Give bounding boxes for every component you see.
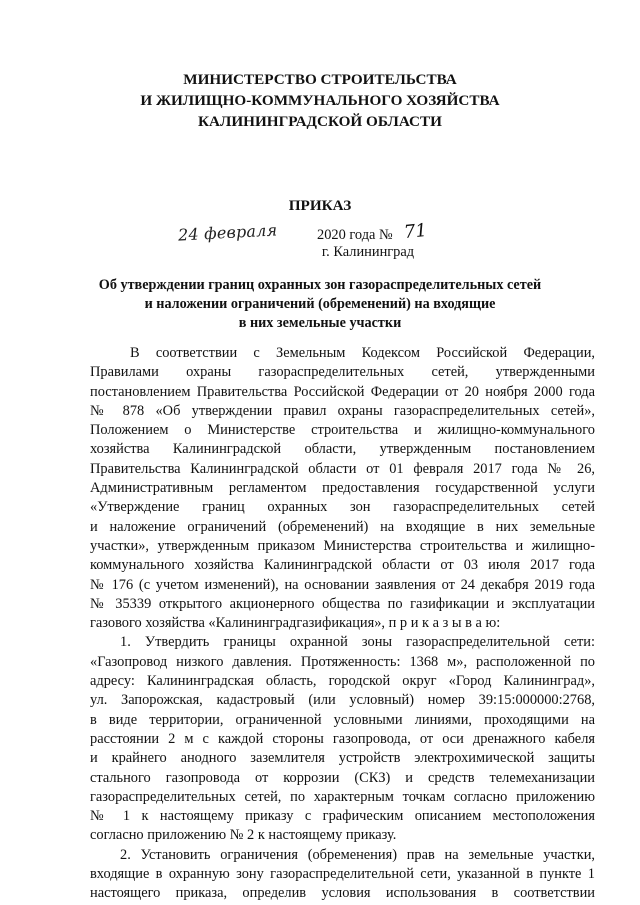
body-line: и наложение ограничений (обременений) на входящие в них земельные xyxy=(90,518,595,535)
body-line: 2. Установить ограничения (обременения) прав на земельные участки, xyxy=(120,846,595,863)
body-line: № 176 (с учетом изменений), на основании заявления от 24 декабря 2019 года xyxy=(90,576,595,593)
body-line: согласно приложению № 2 к настоящему приказу. xyxy=(90,827,397,844)
body-line: участки», утвержденным приказом Министерства строительства и жилищно- xyxy=(90,537,595,554)
body-line: настоящего приказа, определив условия использования в соответствии xyxy=(90,885,595,902)
body-line: Положением о Министерстве строительства и жилищно-коммунального xyxy=(90,422,595,439)
body-line: № 878 «Об утверждении правил охраны газораспределительных сетей», xyxy=(90,402,595,419)
body-line: Административным регламентом предоставления государственной услуги xyxy=(90,480,595,497)
body-line: «Утверждение границ охранных зон газораспределительных сетей xyxy=(90,499,595,516)
city-line: г. Калининград xyxy=(321,244,415,260)
body-line: газового хозяйства «Калининградгазификация», п р и к а з ы в а ю: xyxy=(90,615,501,632)
body-line: 1. Утвердить границы охранной зоны газораспределительной сети: xyxy=(120,634,595,651)
document-type-title: ПРИКАЗ xyxy=(288,197,352,214)
body-line: Правительства Калининградской области от 01 февраля 2017 года № 26, xyxy=(90,460,595,477)
handwritten-number: 71 xyxy=(402,219,428,244)
body-line: В соответствии с Земельным Кодексом Российской Федерации, xyxy=(130,345,595,361)
body-line: адресу: Калининградская область, городской округ «Город Калининград», xyxy=(90,673,595,690)
subject-heading xyxy=(0,276,640,333)
body-line: входящие в охранную зону газораспределительной сети, указанной в пункте 1 xyxy=(90,866,595,883)
body-line: в виде территории, ограниченной условными линиями, проходящими на xyxy=(90,711,595,728)
body-line: стального газопровода от коррозии (СКЗ) и средств телемеханизации xyxy=(90,769,595,786)
body-line: ул. Запорожская, кадастровый (или условный) номер 39:15:000000:2768, xyxy=(90,692,595,709)
body-line: № 35339 открытого акционерного общества по газификации и эксплуатации xyxy=(90,595,595,612)
body-line: хозяйства Калининградской области, утвержденным постановлением xyxy=(90,441,595,458)
ministry-line-1: МИНИСТЕРСТВО СТРОИТЕЛЬСТВА xyxy=(183,71,457,88)
ministry-header xyxy=(0,69,640,132)
ministry-line-3: КАЛИНИНГРАДСКОЙ ОБЛАСТИ xyxy=(198,113,442,130)
body-line: газораспределительных сетей, по характерным точкам согласно приложению xyxy=(90,788,595,805)
ministry-line-2: И ЖИЛИЩНО-КОММУНАЛЬНОГО ХОЗЯЙСТВА xyxy=(140,92,500,109)
document-body xyxy=(90,344,595,904)
printed-date: 2020 года № xyxy=(317,227,393,243)
body-line: Правилами охраны газораспределительных сетей, утвержденными xyxy=(90,364,595,381)
body-line: и крайнего анодного заземлителя устройств электрохимической защиты xyxy=(90,750,595,767)
subject-line-2: и наложении ограничений (обременений) на входящие xyxy=(144,296,496,312)
handwritten-date: 24 февраля xyxy=(177,220,278,245)
subject-line-3: в них земельные участки xyxy=(238,315,402,331)
body-line: расстоянии 2 м с каждой стороны газопровода, от оси дренажного кабеля xyxy=(90,730,595,747)
body-line: коммунального хозяйства Калининградской области от 03 июля 2017 года xyxy=(90,557,595,574)
body-line: постановлением Правительства Российской Федерации от 20 ноября 2000 года xyxy=(90,383,595,400)
body-line: «Газопровод низкого давления. Протяженность: 1368 м», расположенной по xyxy=(90,653,595,670)
subject-line-1: Об утверждении границ охранных зон газораспределительных сетей xyxy=(98,277,542,293)
body-line: № 1 к настоящему приказу с графическим описанием местоположения xyxy=(90,808,595,825)
